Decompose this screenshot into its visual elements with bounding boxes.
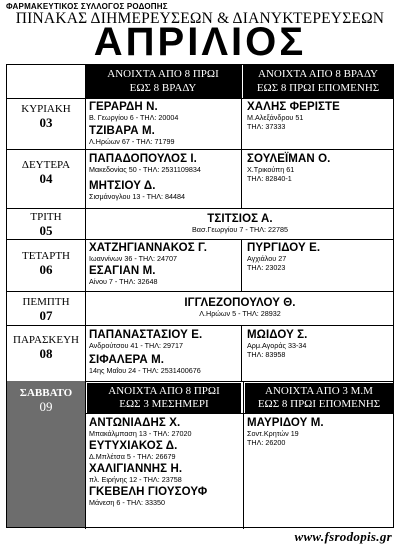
month-title: ΑΠΡΙΛΙΟΣ — [93, 20, 307, 64]
column-header-night — [243, 65, 393, 98]
pharmacy-address: Σοντ.Κρητών 19 — [247, 429, 299, 438]
column-header-day-line1: ΑΝΟΙΧΤΑ ΑΠΟ 8 ΠΡΩΙ — [107, 68, 219, 80]
saturday-header-day-line2: ΕΩΣ 3 ΜΕΣΗΜΕΡΙ — [119, 398, 209, 410]
day-date: 06 — [39, 262, 53, 277]
day-sunday — [7, 103, 85, 130]
pharmacy-address: Λ.Ηρώων 5 - ΤΗΛ: 28932 — [199, 309, 281, 318]
day-thursday — [7, 296, 85, 323]
pharmacy-address: Λ.Ηρώων 67 - ΤΗΛ: 71799 — [89, 137, 175, 146]
page-title: ΠΙΝΑΚΑΣ ΔΙΗΜΕΡΕΥΣΕΩΝ & ΔΙΑΝΥΚΤΕΡΕΥΣΕΩΝ — [15, 10, 385, 27]
saturday-header-night-line2: ΕΩΣ 8 ΠΡΩΙ ΕΠΟΜΕΝΗΣ — [257, 398, 381, 410]
pharmacy-address: Αρμ.Αγοράς 33-34 — [247, 341, 307, 350]
pharmacy-name: ΧΑΛΙΓΙΑΝΝΗΣ Η. — [89, 463, 183, 475]
pharmacy-entry — [89, 153, 201, 174]
pharmacy-name: ΧΑΤΖΗΓΙΑΝΝΑΚΟΣ Γ. — [89, 242, 208, 254]
pharmacy-entry — [85, 297, 395, 318]
column-divider — [241, 239, 242, 291]
association-name: ΦΑΡΜΑΚΕΥΤΙΚΟΣ ΣΥΛΛΟΓΟΣ ΡΟΔΟΠΗΣ — [6, 2, 168, 11]
day-wednesday — [7, 250, 85, 277]
saturday-header-day-line1: ΑΝΟΙΧΤΑ ΑΠΟ 8 ΠΡΩΙ — [108, 384, 220, 397]
day-name: ΚΥΡΙΑΚΗ — [21, 103, 71, 115]
pharmacy-phone: ΤΗΛ: 83958 — [247, 350, 286, 359]
day-name: ΔΕΥΤΕΡΑ — [21, 159, 71, 171]
pharmacy-name: ΧΑΛΗΣ ΦΕΡΙΣΤΕ — [247, 101, 340, 113]
row-divider — [7, 239, 393, 240]
pharmacy-address: Μπακάλμπαση 13 - ΤΗΛ: 27020 — [89, 429, 192, 438]
day-friday — [7, 334, 85, 361]
pharmacy-entry — [247, 242, 320, 272]
schedule-table — [6, 64, 394, 528]
pharmacy-address: Αίνου 7 - ΤΗΛ: 32648 — [89, 277, 158, 286]
pharmacy-address: Β. Γεωργίου 6 - ΤΗΛ: 20004 — [89, 113, 179, 122]
day-date: 03 — [39, 115, 53, 130]
day-date: 04 — [39, 171, 53, 186]
pharmacy-address: Χ.Τρικούπη 61 — [247, 165, 295, 174]
pharmacy-address: Μ.Αλεξάνδρου 51 — [247, 113, 304, 122]
pharmacy-entry — [89, 417, 191, 438]
pharmacy-address: Ανδρούτσου 41 - ΤΗΛ: 29717 — [89, 341, 183, 350]
pharmacy-name: ΜΑΥΡΙΔΟΥ Μ. — [247, 417, 324, 429]
day-date: 07 — [39, 308, 53, 323]
pharmacy-address: Βασ.Γεωργίου 7 - ΤΗΛ: 22785 — [192, 225, 288, 234]
pharmacy-address: 14ης Μαΐου 24 - ΤΗΛ: 2531400676 — [89, 366, 201, 375]
pharmacy-entry — [89, 101, 178, 122]
pharmacy-name: ΓΚΕΒΕΛΗ ΓΙΟΥΣΟΥΦ — [89, 486, 208, 498]
pharmacy-entry — [247, 153, 330, 183]
pharmacy-name: ΤΣΙΤΣΙΟΣ Α. — [207, 213, 273, 225]
column-divider — [241, 65, 242, 208]
row-divider — [85, 413, 393, 414]
column-header-night-line2: ΕΩΣ 8 ΠΡΩΙ ΕΠΟΜΕΝΗΣ — [256, 81, 380, 94]
pharmacy-entry — [89, 486, 207, 507]
pharmacy-entry — [89, 242, 207, 263]
pharmacy-name: ΕΥΤΥΧΙΑΚΟΣ Δ. — [89, 440, 178, 452]
pharmacy-name: ΠΑΠΑΔΟΠΟΥΛΟΣ Ι. — [89, 153, 197, 165]
pharmacy-entry — [89, 440, 177, 461]
day-date: 08 — [39, 346, 53, 361]
pharmacy-entry — [89, 265, 158, 286]
day-date: 09 — [39, 399, 53, 414]
pharmacy-entry — [89, 180, 185, 201]
row-divider — [7, 208, 393, 209]
pharmacy-entry — [247, 101, 340, 131]
pharmacy-phone: ΤΗΛ: 23023 — [247, 263, 286, 272]
day-saturday — [7, 381, 85, 527]
pharmacy-name: ΣΟΥΛΕΪΜΑΝ Ο. — [247, 153, 331, 165]
pharmacy-entry — [89, 329, 202, 350]
day-name: ΠΕΜΠΤΗ — [22, 296, 70, 308]
pharmacy-name: ΙΓΓΛΕΖΟΠΟΥΛΟΥ Θ. — [184, 297, 296, 309]
column-header-day-line2: ΕΩΣ 8 ΒΡΑΔΥ — [129, 81, 197, 94]
column-header-night-line1: ΑΝΟΙΧΤΑ ΑΠΟ 8 ΒΡΑΔΥ — [258, 68, 378, 80]
pharmacy-name: ΕΣΑΓΙΑΝ Μ. — [89, 265, 156, 277]
day-monday — [7, 159, 85, 186]
day-name: ΠΑΡΑΣΚΕΥΗ — [13, 334, 79, 346]
pharmacy-entry — [89, 354, 201, 375]
pharmacy-name: ΜΩΙΔΟΥ Σ. — [247, 329, 308, 341]
saturday-header-night-line1: ΑΝΟΙΧΤΑ ΑΠΟ 3 Μ.Μ — [265, 384, 373, 397]
day-name: ΣΑΒΒΑΤΟ — [19, 387, 73, 399]
pharmacy-entry — [247, 417, 324, 447]
pharmacy-name: ΣΙΦΑΛΕΡΑ Μ. — [89, 354, 165, 366]
column-divider — [241, 325, 242, 381]
pharmacy-phone: ΤΗΛ: 26200 — [247, 438, 286, 447]
saturday-header-day — [87, 383, 241, 413]
pharmacy-name: ΠΑΠΑΝΑΣΤΑΣΙΟΥ Ε. — [89, 329, 203, 341]
row-divider — [7, 98, 393, 99]
pharmacy-entry — [89, 125, 175, 146]
pharmacy-phone: ΤΗΛ: 82840-1 — [247, 174, 292, 183]
pharmacy-entry — [89, 463, 182, 484]
pharmacy-name: ΤΖΙΒΑΡΑ Μ. — [89, 125, 155, 137]
row-divider — [7, 149, 393, 150]
pharmacy-name: ΠΥΡΓΙΔΟΥ Ε. — [247, 242, 321, 254]
pharmacy-address: Δ.Μπλέτσα 5 - ΤΗΛ: 26679 — [89, 452, 176, 461]
day-name: ΤΕΤΑΡΤΗ — [21, 250, 70, 262]
website-link[interactable]: www.fsrodopis.gr — [294, 529, 392, 544]
column-divider — [243, 381, 244, 529]
pharmacy-address: πλ. Ειρήνης 12 - ΤΗΛ: 23758 — [89, 475, 182, 484]
pharmacy-address: Ιωαννίνων 36 - ΤΗΛ: 24707 — [89, 254, 177, 263]
pharmacy-address: Μάνεση 6 - ΤΗΛ: 33350 — [89, 498, 165, 507]
row-divider — [7, 291, 393, 292]
row-divider — [7, 325, 393, 326]
pharmacy-phone: ΤΗΛ: 37333 — [247, 122, 286, 131]
column-header-day — [85, 65, 241, 98]
pharmacy-address: Αγχιάλου 27 — [247, 254, 287, 263]
pharmacy-name: ΑΝΤΩΝΙΑΔΗΣ Χ. — [89, 417, 181, 429]
day-tuesday — [7, 211, 85, 238]
pharmacy-address: Σισμάνογλου 13 - ΤΗΛ: 84484 — [89, 192, 185, 201]
day-date: 05 — [39, 223, 53, 238]
pharmacy-entry — [85, 213, 395, 234]
day-name: ΤΡΙΤΗ — [30, 211, 62, 223]
pharmacy-name: ΜΗΤΣΙΟΥ Δ. — [89, 180, 156, 192]
pharmacy-entry — [247, 329, 307, 359]
pharmacy-address: Μακεδονίας 50 - ΤΗΛ: 2531109834 — [89, 165, 201, 174]
pharmacy-name: ΓΕΡΑΡΔΗ Ν. — [89, 101, 158, 113]
saturday-header-night — [245, 383, 393, 413]
